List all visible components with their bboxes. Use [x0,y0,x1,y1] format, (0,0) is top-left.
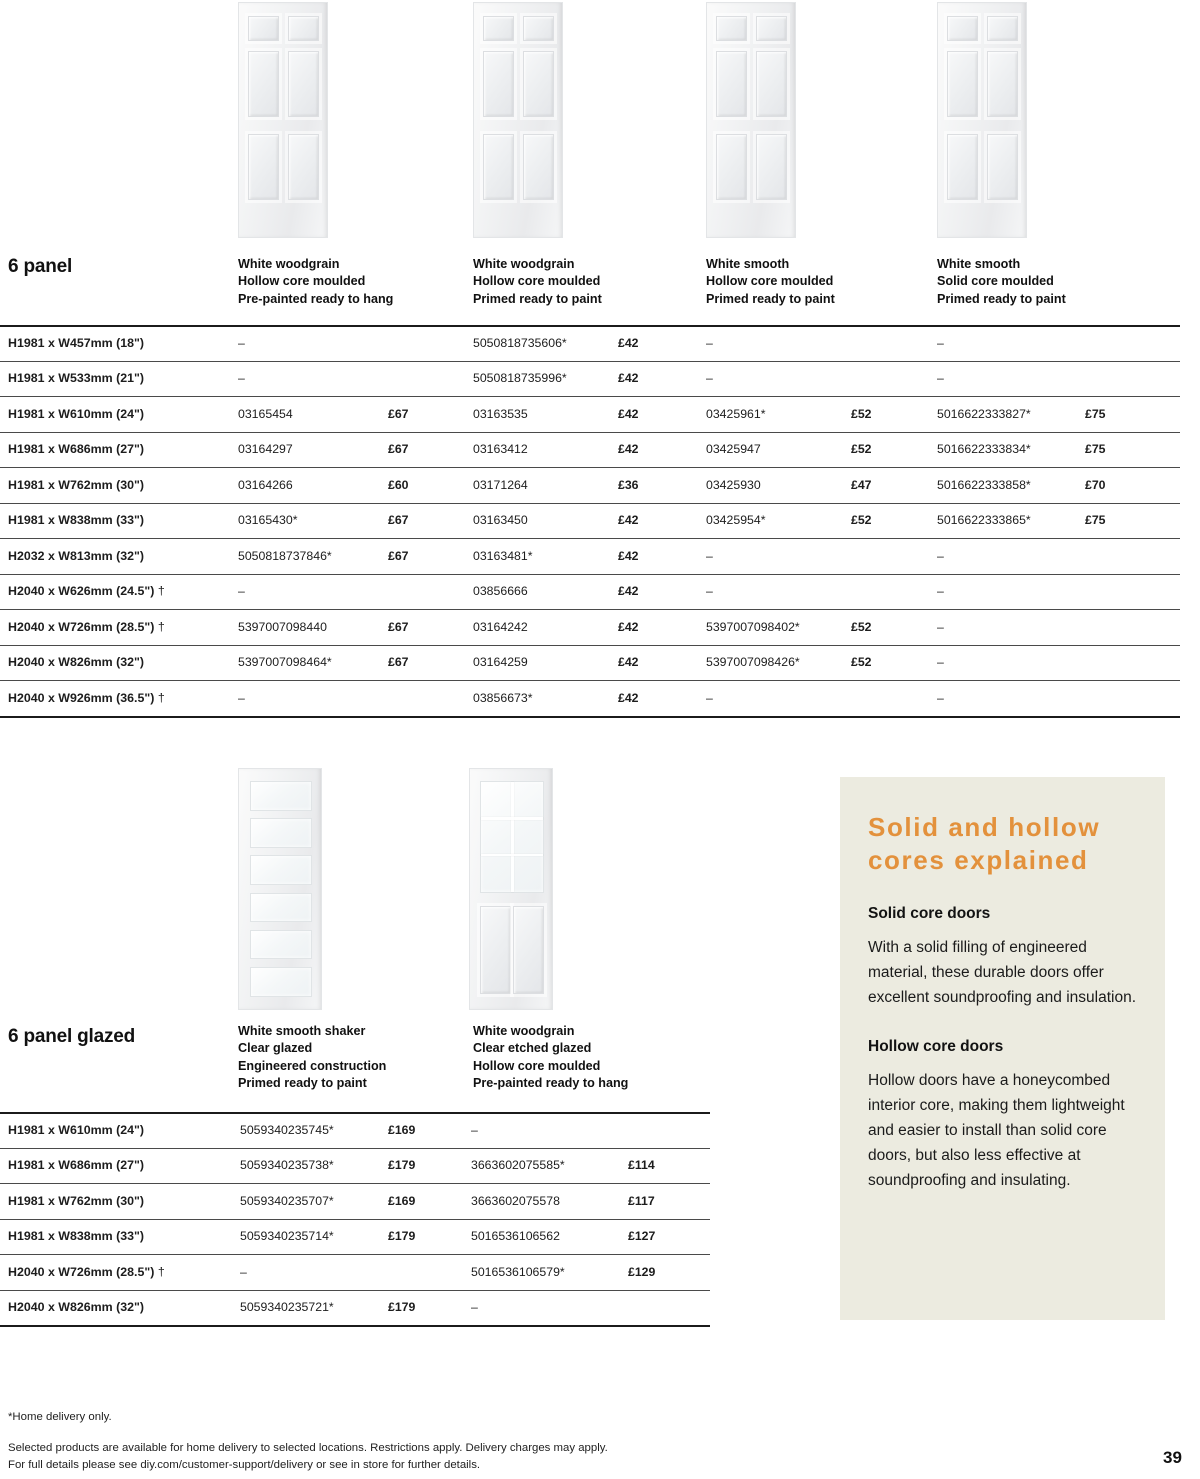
product-code: 5397007098440 [238,619,327,634]
door-panel [483,16,514,41]
product-code: – [937,584,944,599]
row-size-label: H1981 x W762mm (30") [8,477,145,492]
door-face [238,768,322,1010]
product-price: £67 [388,442,409,457]
door-panel [947,51,978,117]
product-code: 5059340235721* [240,1300,334,1315]
glazing-bar-vertical [511,782,513,892]
row-size-label: H2040 x W726mm (28.5") † [8,1264,165,1279]
door-panel [288,51,319,117]
table-row-divider [0,538,1180,539]
door-image-5 [238,768,322,1010]
product-code: 5016536106562 [471,1229,560,1244]
product-price: £129 [628,1264,656,1279]
product-code: – [238,335,245,350]
product-price: £42 [618,442,639,457]
door-glass-panel [250,930,313,960]
home-delivery-dagger-icon: † [154,690,165,705]
product-code: 3663602075578 [471,1193,560,1208]
price-table-6-panel [0,325,1180,720]
door-panel [947,16,978,41]
column-header-line: Hollow core moulded [473,1058,601,1073]
product-code: 5059340235738* [240,1158,334,1173]
column-header-line: Hollow core moulded [706,274,834,289]
column-header-1 [238,256,463,308]
home-delivery-dagger-icon: † [154,1264,165,1279]
product-code: – [937,548,944,563]
door-face [238,2,328,238]
column-header-line: White woodgrain [238,257,340,271]
door-panel [248,16,279,41]
info-panel-subheading-hollow: Hollow core doors [868,1038,1004,1056]
table-row-divider [0,645,1180,646]
product-price: £42 [618,335,639,350]
glazing-bar-horizontal [481,854,543,856]
product-code: 03425961* [706,406,766,421]
product-price: £169 [388,1122,416,1137]
column-header-line: Pre-painted ready to hang [473,1076,629,1091]
product-code: 03165430* [238,513,298,528]
column-header-line: Engineered construction [238,1058,387,1073]
product-price: £42 [618,371,639,386]
door-face [706,2,796,238]
product-code: 03164259 [473,655,528,670]
product-price: £42 [618,619,639,634]
table-row-divider [0,680,1180,681]
table-row-divider [0,716,1180,718]
product-price: £67 [388,548,409,563]
section-title-6-panel: 6 panel [8,256,73,277]
door-image-6 [469,768,553,1010]
product-price: £70 [1085,477,1106,492]
product-code: 5016622333827* [937,406,1031,421]
product-code: 03171264 [473,477,528,492]
column-header-line: Primed ready to paint [238,1076,367,1091]
product-code: – [706,548,713,563]
column-header-line: Pre-painted ready to hang [238,291,394,306]
door-panel [756,16,787,41]
table-row-divider [0,396,1180,397]
column-header-line: White smooth [937,257,1021,271]
door-panel [483,134,514,200]
door-image-1 [238,2,328,238]
table-row-divider [0,361,1180,362]
door-image-3 [706,2,796,238]
product-code: – [706,584,713,599]
table-row-divider [0,325,1180,327]
column-header-line: Hollow core moulded [473,274,601,289]
door-glass-panel [250,967,313,997]
info-panel-heading: Solid and hollow cores explained [868,812,1101,875]
footnote-delivery-line-2: For full details please see diy.com/customer-support/delivery or see in store for further details. [8,1459,481,1471]
table-row-divider [0,1290,710,1291]
product-price: £42 [618,513,639,528]
row-size-label: H2040 x W826mm (32") [8,655,145,670]
column-header-4 [937,256,1162,308]
door-image-2 [473,2,563,238]
product-code: 5059340235745* [240,1122,334,1137]
product-price: £127 [628,1229,656,1244]
door-face [469,768,553,1010]
door-panel [987,134,1018,200]
row-size-label: H2040 x W826mm (32") [8,1300,145,1315]
door-image-4 [937,2,1027,238]
door-panel [248,51,279,117]
column-header-line: White smooth [706,257,790,271]
door-panel [987,51,1018,117]
product-price: £36 [618,477,639,492]
home-delivery-dagger-icon: † [154,619,165,634]
column-header-line: White woodgrain [473,1024,575,1038]
home-delivery-dagger-icon: † [154,584,165,599]
row-size-label: H1981 x W610mm (24") [8,406,145,421]
info-panel-subheading-solid: Solid core doors [868,905,991,922]
product-price: £42 [618,548,639,563]
product-price: £42 [618,655,639,670]
product-code: – [706,371,713,386]
door-panel [947,134,978,200]
row-size-label: H1981 x W457mm (18") [8,335,145,350]
product-price: £67 [388,513,409,528]
table-row-divider [0,1254,710,1255]
section-title-6-panel-glazed: 6 panel glazed [8,1026,136,1047]
table-row-divider [0,609,1180,610]
product-price: £42 [618,406,639,421]
table-row-divider [0,1112,710,1114]
product-code: 5397007098402* [706,619,800,634]
door-face [937,2,1027,238]
door-panel [716,134,747,200]
info-panel-cores-explained [840,777,1165,1320]
column-header-line: Primed ready to paint [706,291,835,306]
row-size-label: H1981 x W686mm (27") [8,442,145,457]
product-code: 03856673* [473,690,533,705]
table-row-divider [0,1148,710,1149]
footnote-delivery-line-1: Selected products are available for home delivery to selected locations. Restrictions apply. Delivery charges may apply. [8,1442,608,1454]
door-panel [288,16,319,41]
product-code: – [706,335,713,350]
product-price: £67 [388,655,409,670]
door-panel [756,51,787,117]
product-code: – [240,1264,247,1279]
product-code: – [937,655,944,670]
door-glass-panel [250,893,313,923]
product-price: £114 [628,1158,655,1173]
product-code: – [238,371,245,386]
door-panel [288,134,319,200]
page-number: 39 [1163,1448,1182,1467]
column-header-2 [473,256,698,308]
product-price: £117 [628,1193,655,1208]
product-code: 03164297 [238,442,293,457]
product-code: 03163450 [473,513,528,528]
product-code: – [937,371,944,386]
column-header-line: Solid core moulded [937,274,1054,289]
door-panel [716,51,747,117]
product-code: 03163535 [473,406,528,421]
product-price: £52 [851,655,872,670]
row-size-label: H1981 x W533mm (21") [8,371,145,386]
product-code: 5016622333865* [937,513,1031,528]
column-header-line: Clear glazed [238,1041,313,1056]
door-face [473,2,563,238]
door-panel [513,906,544,994]
footnote-asterisk: *Home delivery only. [8,1411,112,1423]
door-panel [523,134,554,200]
product-code: 03164266 [238,477,293,492]
product-price: £169 [388,1193,416,1208]
column-header-line: Primed ready to paint [473,291,602,306]
product-code: – [937,619,944,634]
row-size-label: H1981 x W838mm (33") [8,513,145,528]
table-row-divider [0,503,1180,504]
product-price: £47 [851,477,872,492]
column-header-glazed-1 [238,1023,463,1093]
product-price: £67 [388,406,409,421]
column-header-line: White smooth shaker [238,1024,366,1038]
door-glass-panel [250,818,313,848]
product-price: £75 [1085,513,1106,528]
door-panel [523,51,554,117]
row-size-label: H2040 x W926mm (36.5") † [8,690,165,705]
product-price: £42 [618,690,639,705]
product-price: £75 [1085,442,1106,457]
table-row-divider [0,1325,710,1327]
column-header-line: Clear etched glazed [473,1041,592,1056]
row-size-label: H2040 x W626mm (24.5") † [8,584,165,599]
product-code: – [937,690,944,705]
product-code: 03164242 [473,619,528,634]
door-glass-panel [250,855,313,885]
door-panel [987,16,1018,41]
product-price: £52 [851,619,872,634]
product-code: 5050818735606* [473,335,567,350]
door-panel [756,134,787,200]
product-code: 03425930 [706,477,761,492]
product-price: £60 [388,477,409,492]
column-header-line: Hollow core moulded [238,274,366,289]
product-price: £42 [618,584,639,599]
door-panel [248,134,279,200]
column-header-glazed-2 [473,1023,698,1093]
door-panel [523,16,554,41]
product-code: 5016622333858* [937,477,1031,492]
product-code: 3663602075585* [471,1158,565,1173]
row-size-label: H1981 x W762mm (30") [8,1193,145,1208]
table-row-divider [0,1219,710,1220]
door-glass-panel [480,781,544,893]
product-code: 03425954* [706,513,766,528]
row-size-label: H2040 x W726mm (28.5") † [8,619,165,634]
product-code: 5059340235707* [240,1193,334,1208]
product-code: – [471,1122,478,1137]
product-price: £52 [851,513,872,528]
info-panel-body-hollow: Hollow doors have a honeycombed interior core, making them lightweight and easier to install than solid core doors, but also less effective at soundproofing and insulating. [868,1072,1125,1189]
product-code: 5397007098464* [238,655,332,670]
door-panel [716,16,747,41]
table-row-divider [0,432,1180,433]
column-header-3 [706,256,931,308]
product-price: £179 [388,1300,416,1315]
door-glass-panel [250,781,313,811]
column-header-line: White woodgrain [473,257,575,271]
product-code: 03425947 [706,442,761,457]
row-size-label: H1981 x W686mm (27") [8,1158,145,1173]
door-panel [483,51,514,117]
product-code: 5397007098426* [706,655,800,670]
product-code: 5016622333834* [937,442,1031,457]
row-size-label: H2032 x W813mm (32") [8,548,145,563]
price-table-6-panel-glazed [0,1112,710,1327]
column-header-line: Primed ready to paint [937,291,1066,306]
product-price: £52 [851,406,872,421]
product-code: 03165454 [238,406,293,421]
product-code: 5016536106579* [471,1264,565,1279]
product-price: £179 [388,1229,416,1244]
product-code: – [937,335,944,350]
glazing-bar-horizontal [481,817,543,819]
product-code: – [238,584,245,599]
product-code: 5050818735996* [473,371,567,386]
product-code: 5050818737846* [238,548,332,563]
row-size-label: H1981 x W610mm (24") [8,1122,145,1137]
product-code: – [238,690,245,705]
product-code: 5059340235714* [240,1229,334,1244]
row-size-label: H1981 x W838mm (33") [8,1229,145,1244]
product-code: – [471,1300,478,1315]
product-price: £52 [851,442,872,457]
table-row-divider [0,1183,710,1184]
product-code: 03856666 [473,584,528,599]
table-row-divider [0,467,1180,468]
product-price: £179 [388,1158,416,1173]
product-code: – [706,690,713,705]
product-code: 03163412 [473,442,528,457]
product-code: 03163481* [473,548,533,563]
table-row-divider [0,574,1180,575]
door-panel [480,906,511,994]
product-price: £67 [388,619,409,634]
info-panel-body-solid: With a solid filling of engineered material, these durable doors offer excellent soundproofing and insulation. [868,939,1136,1006]
product-price: £75 [1085,406,1106,421]
